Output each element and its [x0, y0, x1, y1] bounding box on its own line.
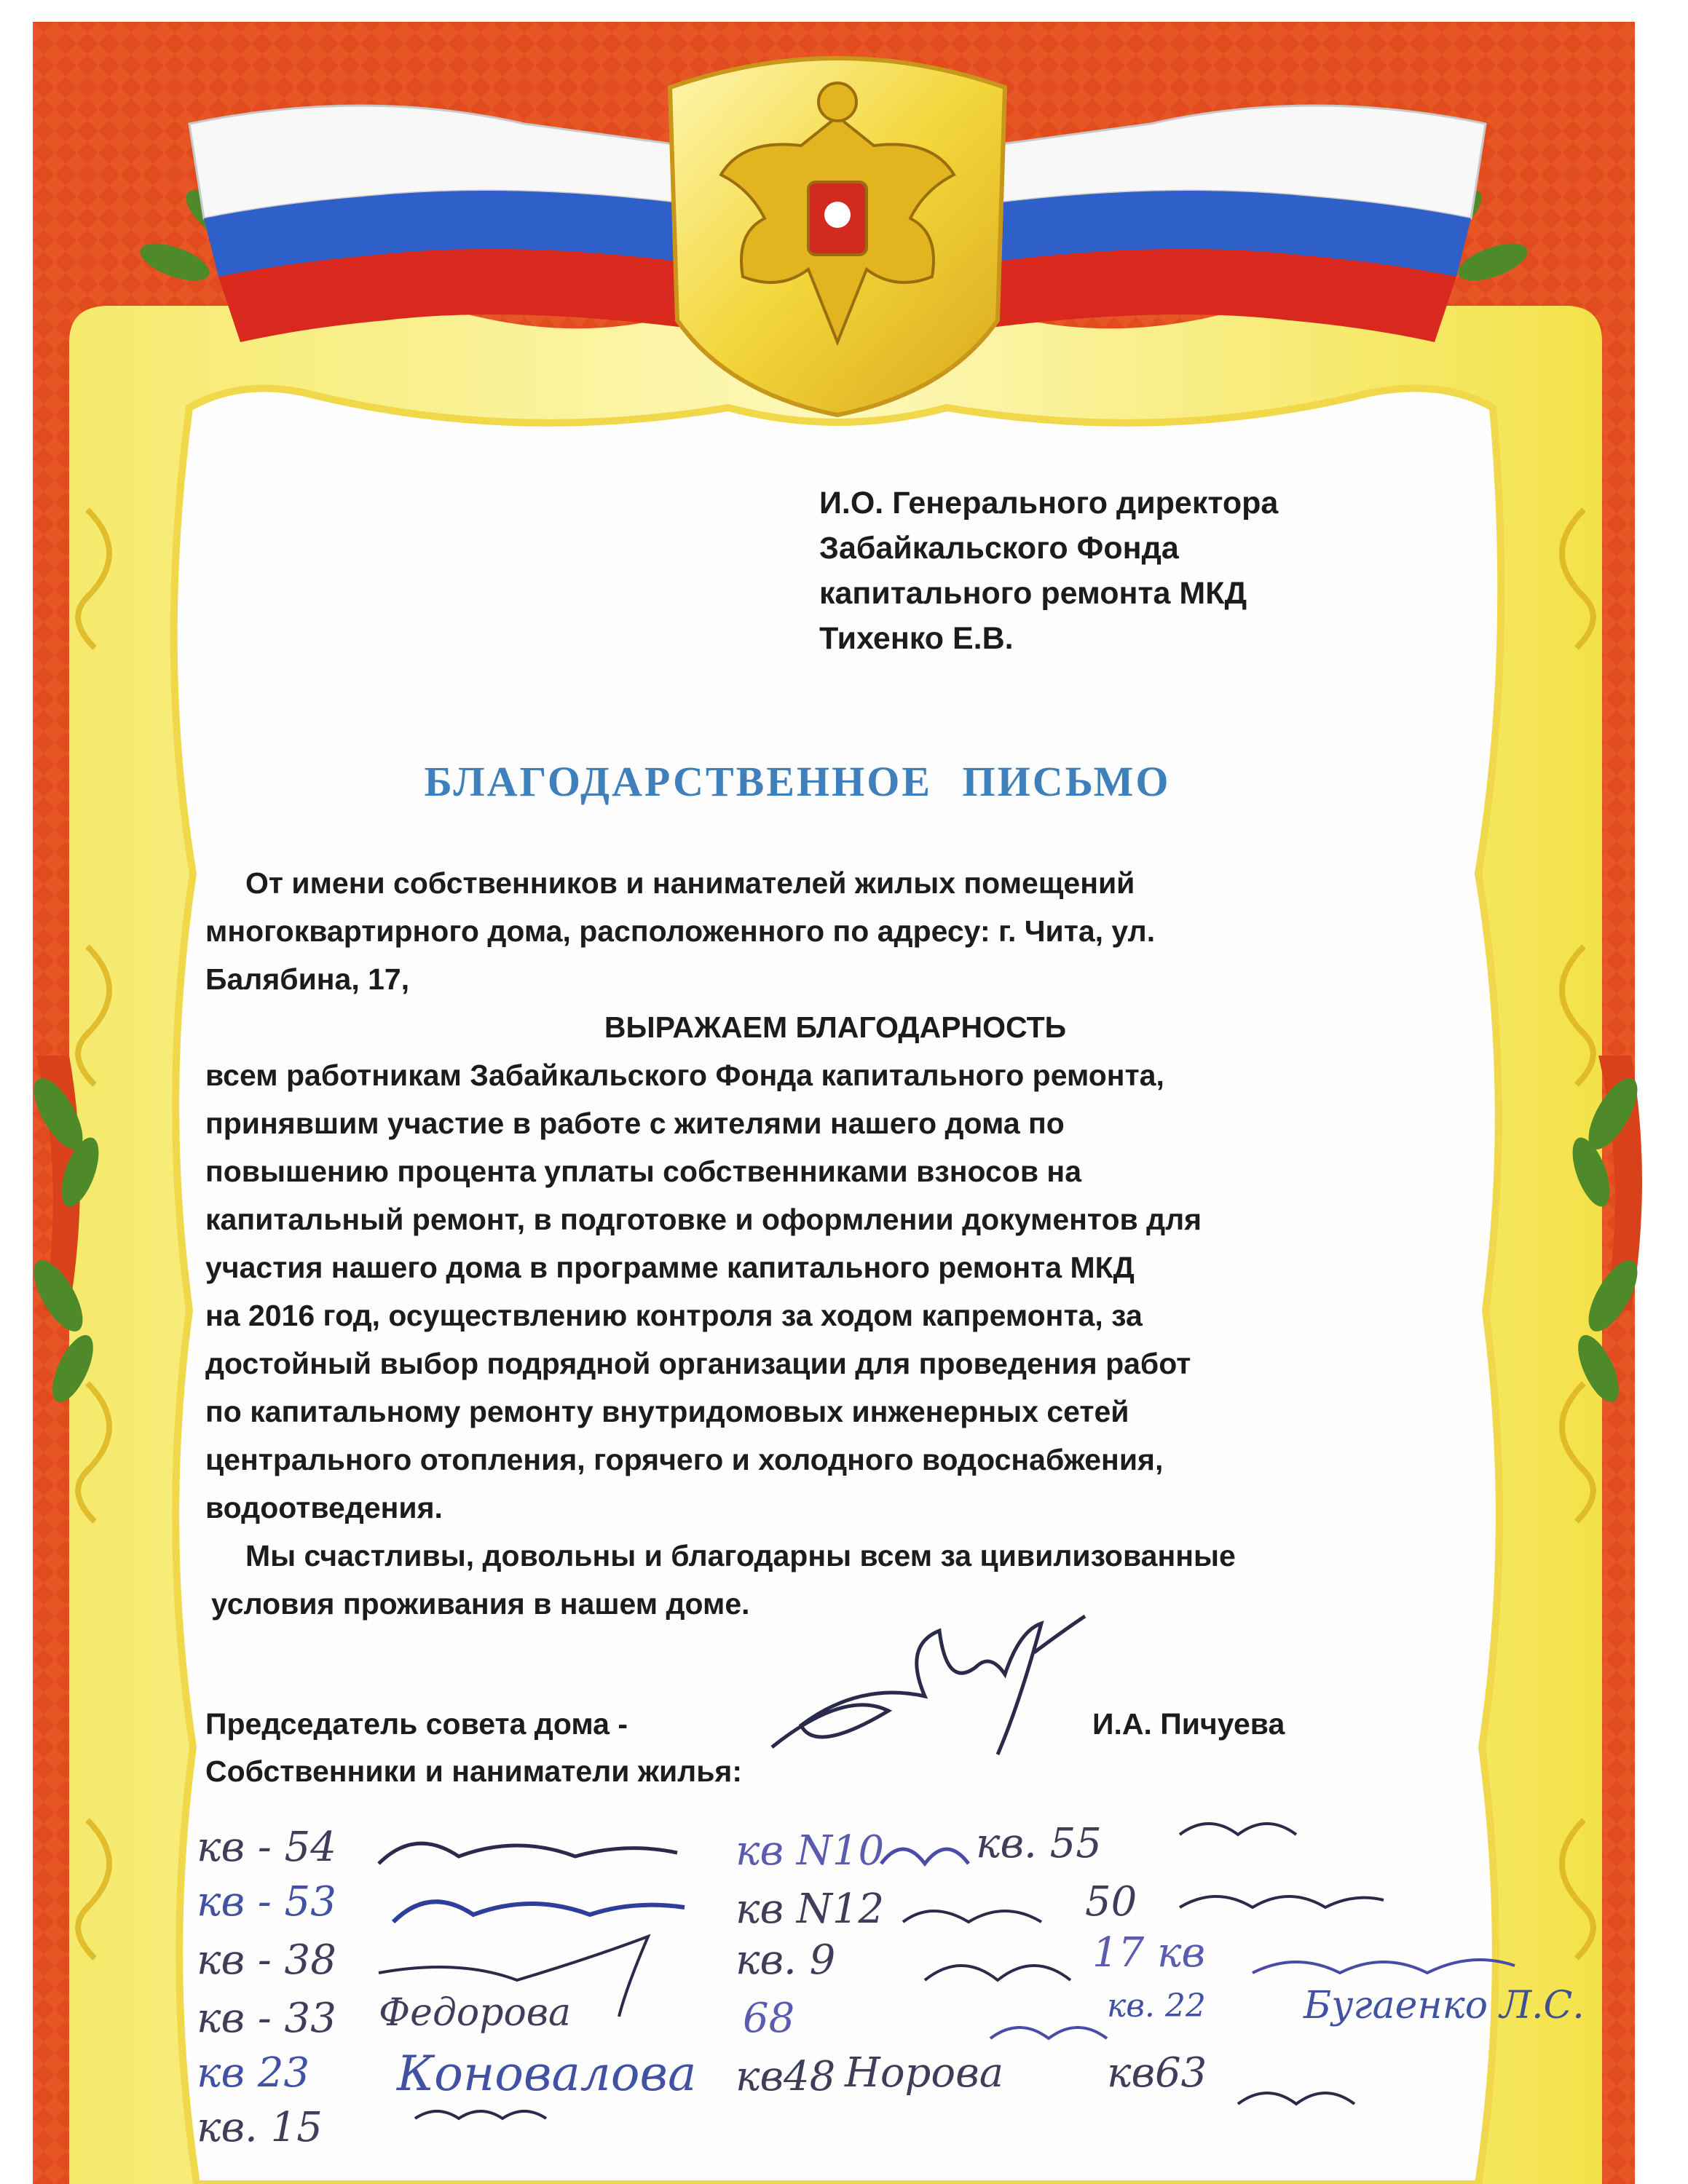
- handwritten-apartment: кв. 55: [976, 1820, 1102, 1867]
- letter-title: БЛАГОДАРСТВЕННОЕ ПИСЬМО: [424, 758, 1171, 805]
- addressee-block: [819, 480, 1278, 661]
- chair-signature: [757, 1602, 1092, 1776]
- addressee-line: капитального ремонта МКД: [819, 576, 1247, 611]
- addressee-line: Тихенко Е.В.: [819, 621, 1014, 656]
- owners-label: Собственники и наниматели жилья:: [205, 1754, 742, 1788]
- body-line: капитальный ремонт, в подготовке и оформлении документов для: [205, 1203, 1202, 1236]
- addressee-line: И.О. Генерального директора: [819, 486, 1279, 521]
- handwritten-apartment: кв - 54: [197, 1824, 336, 1871]
- handwritten-signature: Бугаенко Л.С.: [1304, 1984, 1585, 2027]
- chair-name: И.А. Пичуева: [1092, 1707, 1285, 1741]
- body-line: многоквартирного дома, расположенного по адресу: г. Чита, ул.: [205, 914, 1156, 948]
- handwritten-apartment: 68: [743, 1995, 795, 2042]
- handwritten-apartment: кв. 22: [1107, 1987, 1206, 2025]
- addressee-line: Забайкальского Фонда: [819, 531, 1179, 566]
- handwritten-apartment: кв - 33: [197, 1995, 336, 2042]
- handwritten-apartment: 17 кв: [1092, 1929, 1206, 1977]
- body-line: повышению процента уплаты собственниками взносов на: [205, 1155, 1081, 1188]
- body-line: участия нашего дома в программе капитального ремонта МКД: [205, 1251, 1135, 1284]
- body-line: От имени собственников и нанимателей жилых помещений: [245, 866, 1135, 900]
- handwritten-apartment: кв. 15: [197, 2104, 323, 2151]
- body-line: на 2016 год, осуществлению контроля за ходом капремонта, за: [205, 1299, 1143, 1332]
- letter-body: [205, 859, 1480, 1628]
- thanks-heading: ВЫРАЖАЕМ БЛАГОДАРНОСТЬ: [604, 1010, 1067, 1044]
- chair-label: Председатель совета дома -: [205, 1707, 628, 1741]
- body-line: достойный выбор подрядной организации для проведения работ: [205, 1347, 1191, 1380]
- handwritten-signature: Коновалова: [397, 2046, 697, 2102]
- body-line: принявшим участие в работе с жителями нашего дома по: [205, 1107, 1065, 1140]
- handwritten-apartment: кв 23: [197, 2049, 310, 2097]
- handwritten-apartment: кв63: [1107, 2049, 1207, 2097]
- handwritten-apartment: кв48: [735, 2053, 836, 2100]
- body-line: центрального отопления, горячего и холодного водоснабжения,: [205, 1443, 1164, 1476]
- handwritten-apartment: кв N12: [735, 1886, 885, 1933]
- body-line: Балябина, 17,: [205, 962, 410, 996]
- body-line: всем работникам Забайкальского Фонда капитального ремонта,: [205, 1059, 1164, 1092]
- body-line: водоотведения.: [205, 1491, 443, 1524]
- closing-line: Мы счастливы, довольны и благодарны всем за цивилизованные: [245, 1539, 1236, 1572]
- handwritten-apartment: кв. 9: [735, 1936, 836, 1984]
- handwritten-apartment: кв - 53: [197, 1878, 336, 1926]
- handwritten-apartment: 50: [1085, 1878, 1137, 1926]
- closing-line: условия проживания в нашем доме.: [211, 1587, 750, 1621]
- owner-signatures-right: [874, 1805, 1544, 2118]
- handwritten-apartment: кв N10: [735, 1827, 885, 1875]
- handwritten-signature: Федорова: [379, 1991, 572, 2035]
- body-line: по капитальному ремонту внутридомовых инженерных сетей: [205, 1395, 1129, 1428]
- handwritten-apartment: кв - 38: [197, 1936, 336, 1984]
- handwritten-signature: Норова: [845, 2049, 1004, 2097]
